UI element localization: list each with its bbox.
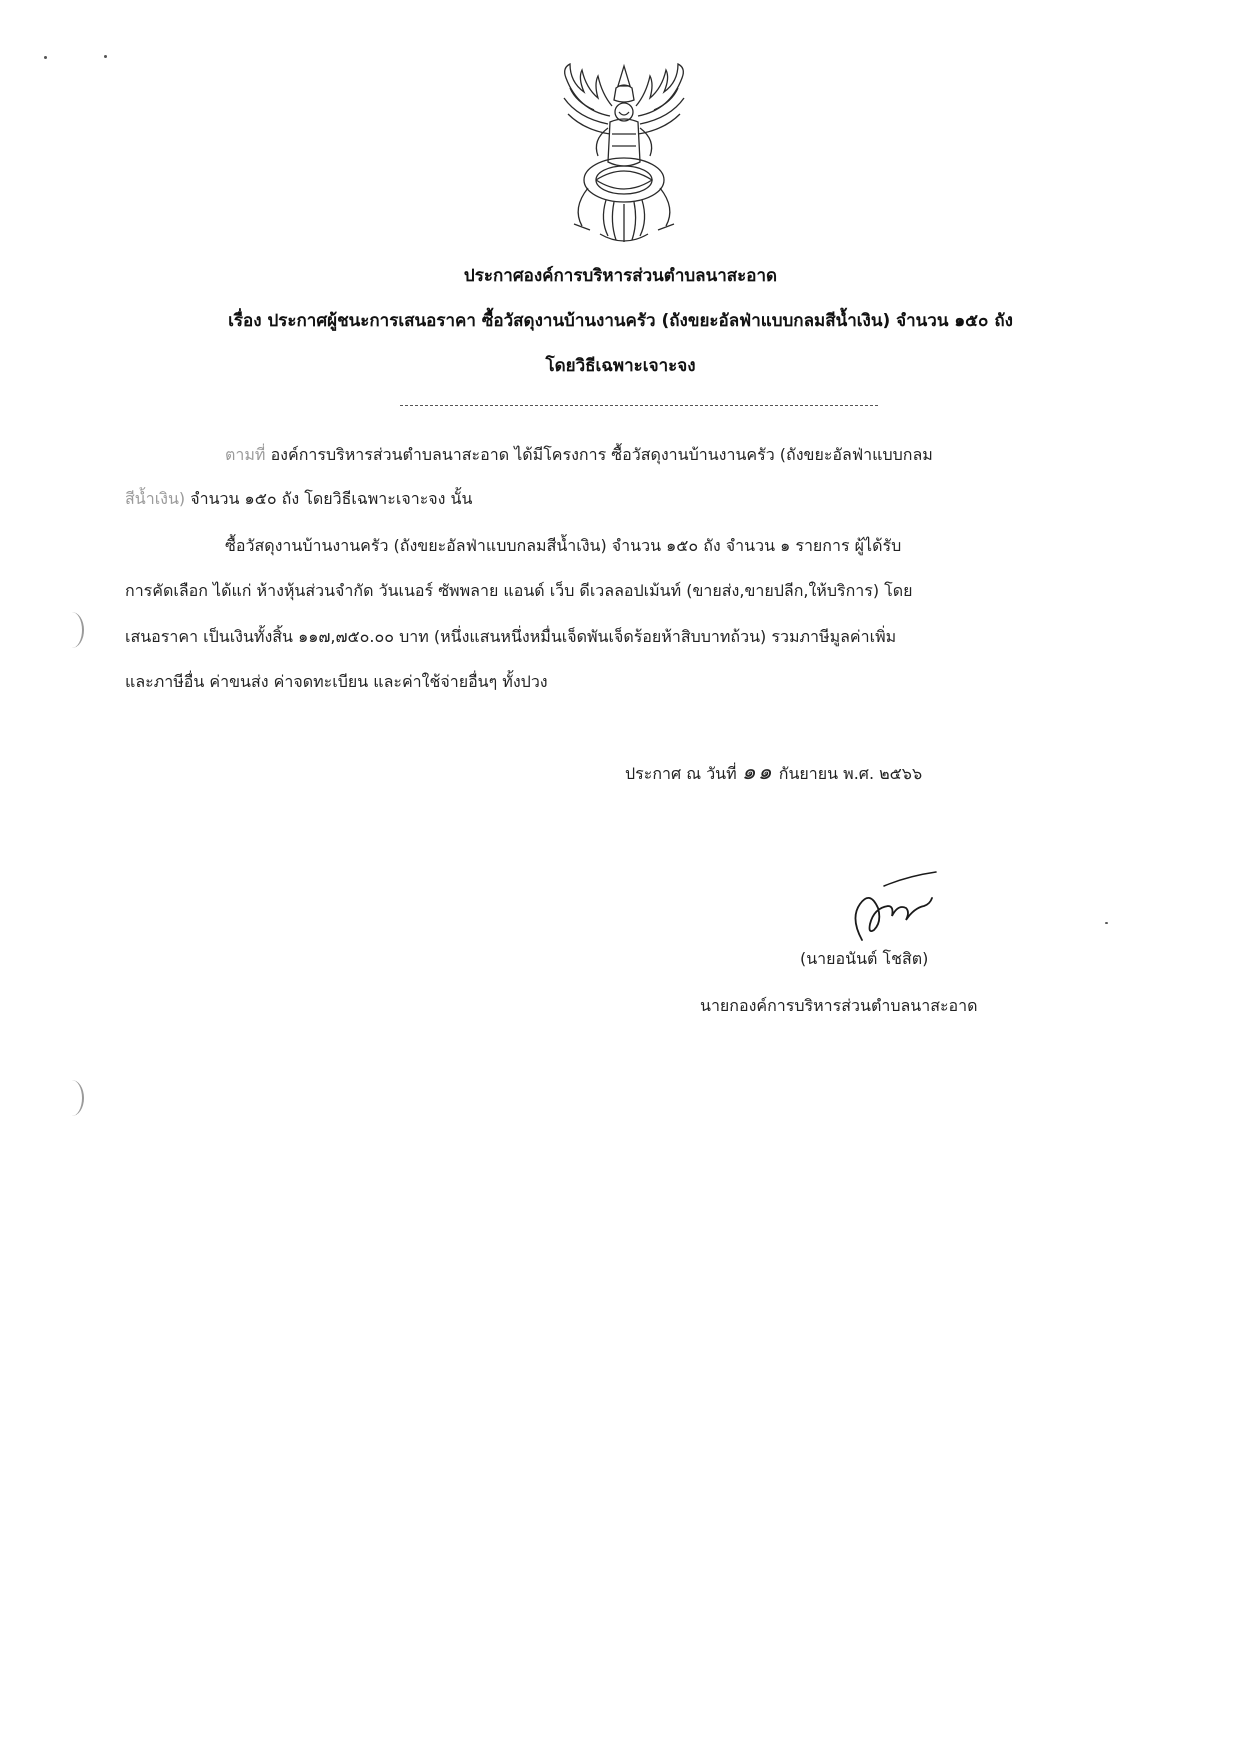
- date-prefix: ประกาศ ณ วันที่: [625, 764, 737, 783]
- date-suffix: กันยายน พ.ศ. ๒๕๖๖: [778, 764, 923, 783]
- paragraph-2-line-3: เสนอราคา เป็นเงินทั้งสิ้น ๑๑๗,๗๕๐.๐๐ บาท (หนึ่งแสนหนึ่งหมื่นเจ็ดพันเจ็ดร้อยห้าสิบบาทถ้วน) รวมภาษีมูลค่าเพิ่ม: [125, 627, 897, 646]
- paragraph-1-line-1: [225, 443, 933, 468]
- subject-line: เรื่อง ประกาศผู้ชนะการเสนอราคา ซื้อวัสดุงานบ้านงานครัว (ถังขยะอัลฟ่าแบบกลมสีน้ำเงิน) จำนวน ๑๕๐ ถัง: [228, 311, 1013, 331]
- paragraph-1-line-2: [125, 487, 472, 512]
- document-title: ประกาศองค์การบริหารส่วนตำบลนาสะอาด: [463, 266, 778, 286]
- dashed-divider: [400, 405, 878, 406]
- signatory-position: นายกองค์การบริหารส่วนตำบลนาสะอาด: [700, 996, 978, 1015]
- faded-text: ตามที่: [225, 445, 266, 464]
- scan-speck: [44, 56, 47, 59]
- paragraph-2-line-2: การคัดเลือก ได้แก่ ห้างหุ้นส่วนจำกัด วันเนอร์ ซัพพลาย แอนด์ เว็บ ดีเวลลอปเม้นท์ (ขายส่ง,ขายปลีก,ให้บริการ) โดย: [125, 581, 913, 600]
- signatory-name: (นายอนันต์ โชสิต): [800, 949, 929, 968]
- handwritten-signature: [848, 868, 938, 948]
- paragraph-text: องค์การบริหารส่วนตำบลนาสะอาด ได้มีโครงการ ซื้อวัสดุงานบ้านงานครัว (ถังขยะอัลฟ่าแบบกลม: [270, 445, 933, 464]
- faded-text: สีน้ำเงิน): [125, 489, 186, 508]
- scan-speck: [1105, 922, 1108, 924]
- paragraph-text: จำนวน ๑๕๐ ถัง โดยวิธีเฉพาะเจาะจง นั้น: [190, 489, 473, 508]
- subject-method-line: โดยวิธีเฉพาะเจาะจง: [545, 356, 696, 376]
- announcement-date: [625, 754, 922, 789]
- paragraph-2-line-4: และภาษีอื่น ค่าขนส่ง ค่าจดทะเบียน และค่าใช้จ่ายอื่นๆ ทั้งปวง: [125, 672, 548, 691]
- handwritten-day: ๑๑: [741, 760, 774, 785]
- garuda-emblem: [548, 58, 700, 246]
- paragraph-2-line-1: ซื้อวัสดุงานบ้านงานครัว (ถังขยะอัลฟ่าแบบกลมสีน้ำเงิน) จำนวน ๑๕๐ ถัง จำนวน ๑ รายการ ผู้ได้รับ: [225, 536, 902, 555]
- punch-hole-mark: [60, 1080, 84, 1116]
- scan-speck: [104, 55, 107, 58]
- punch-hole-mark: [60, 612, 84, 648]
